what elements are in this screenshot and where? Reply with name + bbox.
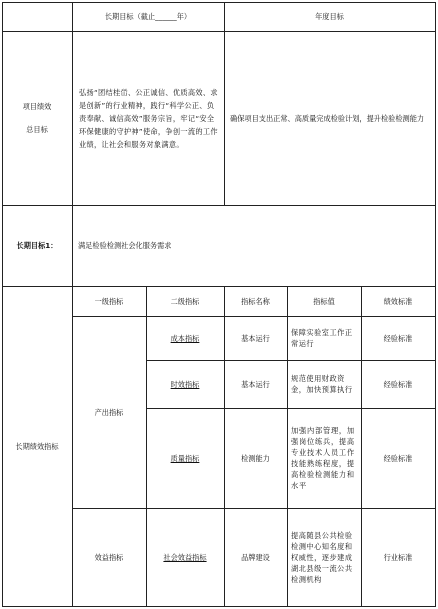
total-goal-label <box>2 31 72 205</box>
col-header-value: 指标值 <box>313 296 335 306</box>
level1-benefit: 效益指标 <box>94 552 124 562</box>
value-quality: 加强内部管理，加强岗位练兵，提高专业技术人员工作技能熟练程度，提高检验检测能力和水平 <box>291 426 355 490</box>
rule <box>2 606 436 607</box>
value-cost: 保障实验室工作正常运行 <box>291 328 353 348</box>
l2-quality: 质量指标 <box>170 453 200 463</box>
col-header-standard: 绩效标准 <box>383 296 413 306</box>
long-term-goal-1-text: 满足检验检测社会化服务需求 <box>78 241 172 250</box>
header-annual: 年度目标 <box>315 12 344 21</box>
perf-indicator-label: 长期绩效指标 <box>15 441 59 451</box>
std-time: 经验标准 <box>383 379 413 389</box>
l2-cost: 成本指标 <box>170 333 200 343</box>
rule <box>287 286 288 607</box>
long-term-goal-1-label: 长期目标1： <box>16 241 58 250</box>
name-cost: 基本运行 <box>241 333 270 343</box>
name-quality: 检测能力 <box>241 453 270 463</box>
col-header-level1: 一级指标 <box>94 296 124 306</box>
l2-time: 时效指标 <box>170 379 200 389</box>
col-header-name: 指标名称 <box>241 296 270 306</box>
annual-goal-text: 确保项目支出正常、高质量完成检验计划，提升检验检测能力 <box>230 113 425 123</box>
col-header-level2: 二级指标 <box>170 296 200 306</box>
long-term-goal-text: 弘扬“团结桂峃、公正诚信、优质高效、求是创新”的行业精神，践行“科学公正、负责奉献、诚信高效”服务宗旨，牢记“安全环保健康的守护神”使命，争创一流的工作业绩，让社会和服务对象满意。 <box>79 87 218 149</box>
name-time: 基本运行 <box>241 379 270 389</box>
std-brand: 行业标准 <box>383 552 413 562</box>
value-time: 规范使用财政资金，加快预算执行 <box>291 374 353 394</box>
l2-social-benefit: 社会效益指标 <box>163 552 207 562</box>
header-long-term: 长期目标（截止______年） <box>104 12 192 21</box>
name-brand: 品牌建设 <box>241 552 270 562</box>
std-quality: 经验标准 <box>383 453 413 463</box>
rule <box>435 2 436 607</box>
total-goal-label-line2: 总目标 <box>26 125 48 134</box>
level1-output: 产出指标 <box>94 407 124 417</box>
value-brand: 提高随县公共检验检测中心知名度和权威性，逐步建成湖北县级一流公共检测机构 <box>291 530 353 584</box>
rule <box>224 2 225 206</box>
std-cost: 经验标准 <box>383 333 413 343</box>
total-goal-label-line1: 项目绩效 <box>22 102 52 111</box>
